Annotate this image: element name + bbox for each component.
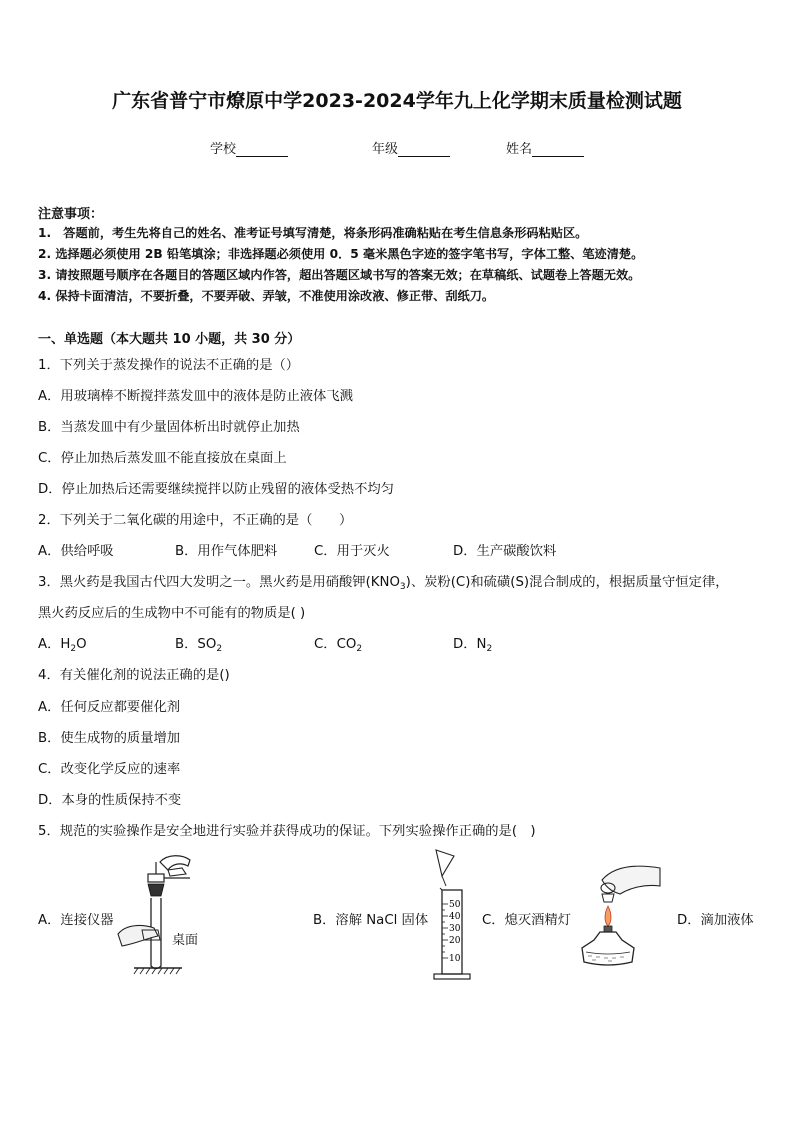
q3-stem-part: )、炭粉(C)和硫磺(S)混合制成的，根据质量守恒定律， [405, 575, 729, 590]
q3-b-text: B．SO [175, 637, 217, 652]
name-label: 姓名 [506, 142, 533, 157]
name-blank [532, 142, 584, 157]
grade-blank [398, 142, 450, 157]
question-3-stem-line2: 黑火药反应后的生成物中不可能有的物质是( ) [38, 606, 306, 621]
q3-option-b [175, 633, 222, 654]
q3-c-sub: 2 [356, 644, 363, 654]
scale-label: 40 [449, 912, 461, 922]
school-blank [236, 142, 288, 157]
question-4-stem: 4．有关催化剂的说法正确的是() [38, 668, 230, 683]
q3-a-text: O [76, 637, 87, 652]
q3-d-text: D．N [453, 637, 487, 652]
question-2-stem: 2．下列关于二氧化碳的用途中，不正确的是（ ） [38, 513, 353, 528]
q1-option-b: B．当蒸发皿中有少量固体析出时就停止加热 [38, 420, 300, 435]
section-heading: 一、单选题（本大题共 10 小题，共 30 分） [38, 332, 301, 347]
q2-option-d: D．生产碳酸饮料 [453, 544, 557, 559]
q3-option-d [453, 633, 492, 654]
school-label: 学校 [210, 142, 237, 157]
scale-label: 10 [449, 954, 461, 964]
q3-a-text: A．H [38, 637, 71, 652]
q3-b-sub: 2 [216, 644, 223, 654]
q2-option-a: A．供给呼吸 [38, 544, 114, 559]
page-title: 广东省普宁市燎原中学2023-2024学年九上化学期末质量检测试题 [112, 90, 682, 112]
notice-item: 2. 选择题必须使用 2B 铅笔填涂；非选择题必须使用 0．5 毫米黑色字迹的签字笔书写，字体工整、笔迹清楚。 [38, 247, 644, 261]
question-5-stem: 5．规范的实验操作是安全地进行实验并获得成功的保证。下列实验操作正确的是( ) [38, 824, 536, 839]
q1-option-d: D．停止加热后还需要继续搅拌以防止残留的液体受热不均匀 [38, 482, 394, 497]
q1-option-a: A．用玻璃棒不断搅拌蒸发皿中的液体是防止液体飞溅 [38, 389, 353, 404]
name-field [506, 138, 584, 157]
q1-option-c: C．停止加热后蒸发皿不能直接放在桌面上 [38, 451, 287, 466]
scale-label: 20 [449, 936, 461, 946]
q3-c-text: C．CO [314, 637, 357, 652]
notice-heading: 注意事项： [38, 207, 104, 222]
alcohol-lamp-figure [574, 862, 666, 970]
question-1-stem: 1．下列关于蒸发操作的说法不正确的是（） [38, 358, 300, 373]
q2-option-b: B．用作气体肥料 [175, 544, 278, 559]
scale-label: 50 [449, 900, 461, 910]
q4-option-a: A．任何反应都要催化剂 [38, 700, 181, 715]
grade-field [372, 138, 450, 157]
q3-stem-subscript: 3 [399, 582, 406, 592]
scale-label: 30 [449, 924, 461, 934]
q3-option-c [314, 633, 362, 654]
graduated-cylinder-figure [428, 846, 478, 984]
notice-item: 4. 保持卡面清洁，不要折叠，不要弄破、弄皱，不准使用涂改液、修正带、刮纸刀。 [38, 289, 495, 303]
notice-item: 1. 答题前，考生先将自己的姓名、准考证号填写清楚，将条形码准确粘贴在考生信息条形码粘贴区。 [38, 226, 588, 240]
q3-d-sub: 2 [486, 644, 493, 654]
grade-label: 年级 [372, 142, 399, 157]
q2-option-c: C．用于灭火 [314, 544, 390, 559]
table-label: 桌面 [172, 933, 199, 948]
q5-option-b: B．溶解 NaCl 固体 [313, 913, 429, 928]
q5-option-a: A．连接仪器 [38, 913, 114, 928]
q4-option-b: B．使生成物的质量增加 [38, 731, 181, 746]
q4-option-d: D．本身的性质保持不变 [38, 793, 182, 808]
student-info-row [0, 138, 794, 160]
q3-option-a [38, 633, 87, 654]
school-field [210, 138, 288, 157]
q3-a-sub: 2 [70, 644, 77, 654]
q3-stem-part: 3．黑火药是我国古代四大发明之一。黑火药是用硝酸钾(KNO [38, 575, 400, 590]
q5-option-c: C．熄灭酒精灯 [482, 913, 572, 928]
q5-option-d: D．滴加液体 [677, 913, 754, 928]
question-3-stem-line1 [38, 571, 729, 592]
notice-item: 3. 请按照题号顺序在各题目的答题区域内作答，超出答题区域书写的答案无效；在草稿纸、试题卷上答题无效。 [38, 268, 641, 282]
connect-apparatus-figure [112, 852, 212, 982]
q4-option-c: C．改变化学反应的速率 [38, 762, 181, 777]
